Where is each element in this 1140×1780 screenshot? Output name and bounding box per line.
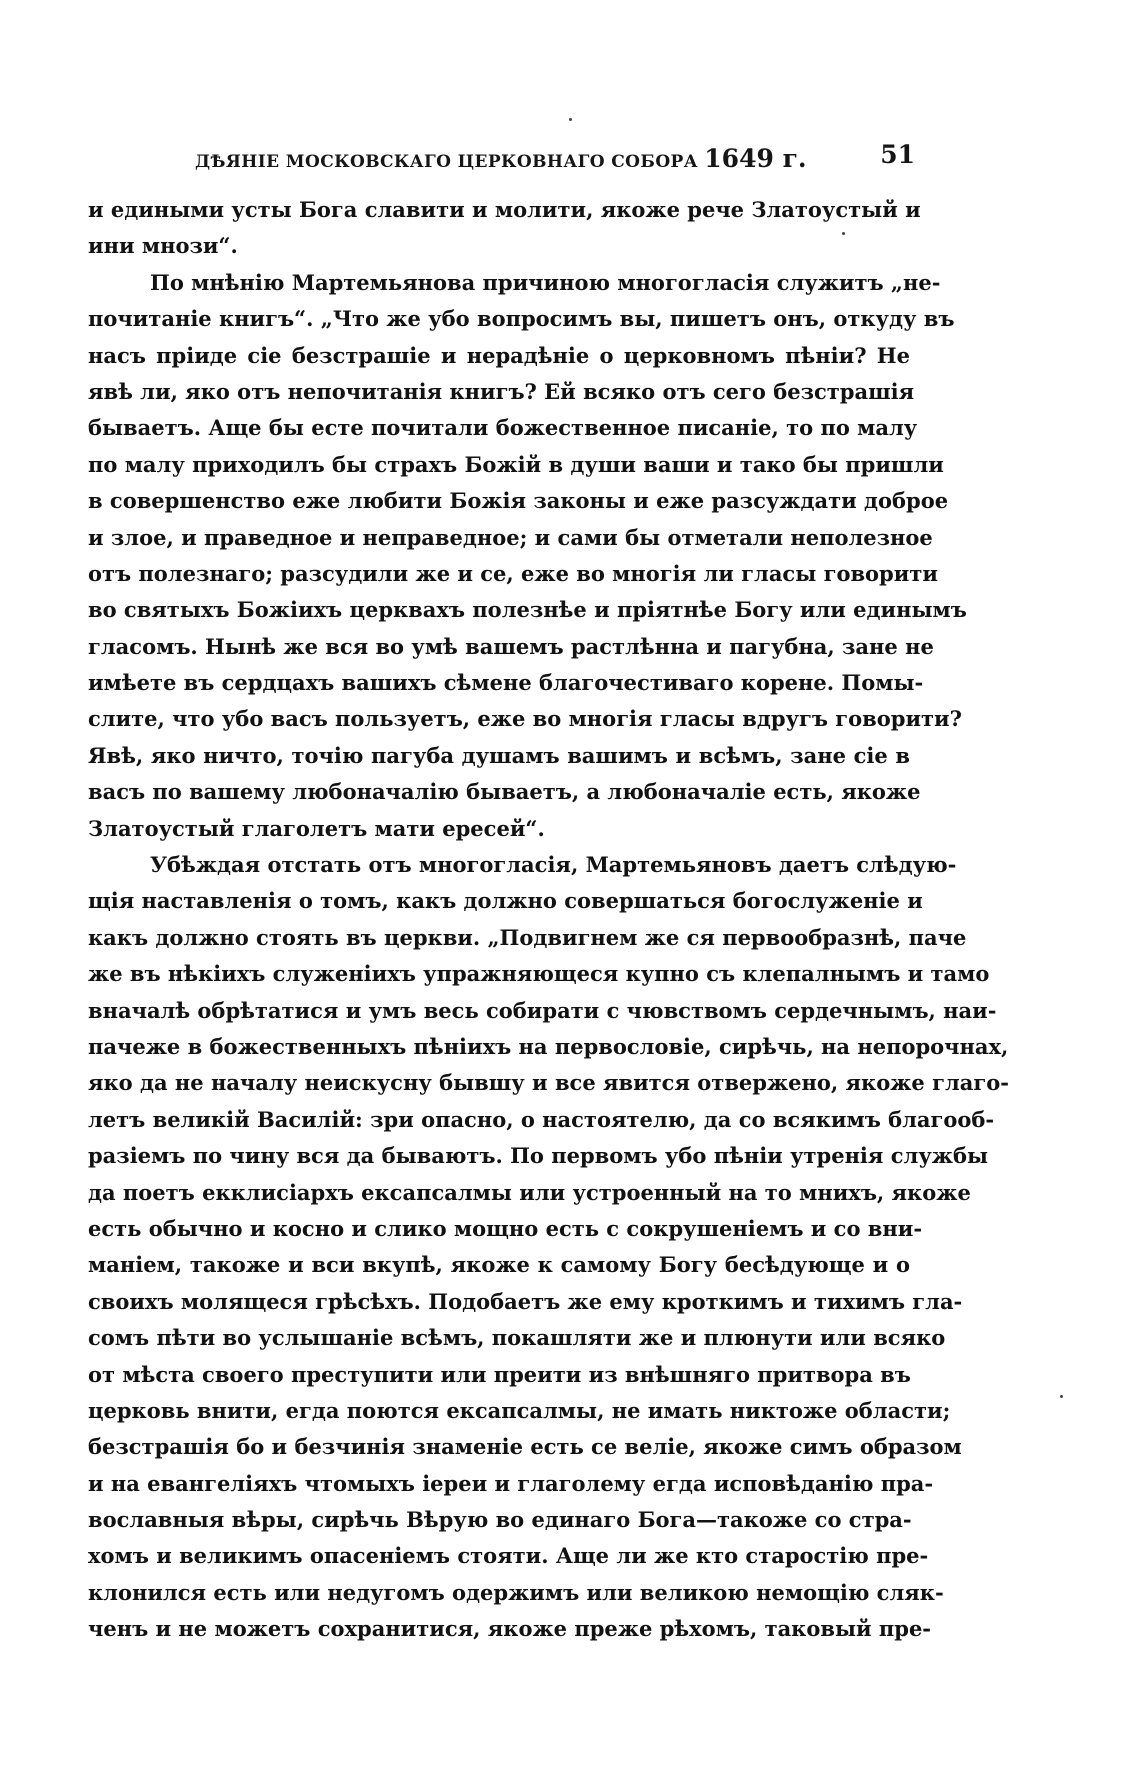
text-line: во святыхъ Божіихъ церквахъ полезнѣе и пріятнѣе Богу или единымъ — [88, 597, 967, 623]
text-line: хомъ и великимъ опасеніемъ стояти. Аще ли же кто старостію пре- — [88, 1543, 929, 1569]
text-line: же въ нѣкіихъ служеніихъ упражняющеся купно съ клепалнымъ и тамо — [88, 961, 990, 987]
paragraph-start-line: Убѣждая отстать отъ многогласія, Мартемьяновъ даетъ слѣдую- — [150, 852, 957, 878]
running-title — [195, 144, 807, 173]
text-line: ини мнози“. — [88, 233, 238, 259]
text-line: и злое, и праведное и неправедное; и сами бы отметали неполезное — [88, 524, 933, 550]
text-line: по малу приходилъ бы страхъ Божій в души ваши и тако бы пришли — [88, 451, 944, 477]
text-line: разіемъ по чину вся да бываютъ. По первомъ убо пѣніи утренія службы — [88, 1143, 989, 1169]
text-line: почитаніе книгъ“. „Что же убо вопросимъ вы, пишетъ онъ, откуду въ — [88, 306, 955, 332]
text-line: вославныя вѣры, сирѣчь Вѣрую во единаго Бога—такоже со стра- — [88, 1507, 912, 1533]
text-line: слите, что убо васъ пользуетъ, еже во многія гласы вдругъ говорити? — [88, 706, 962, 732]
text-line: летъ великій Василій: зри опасно, о настоятелю, да со всякимъ благооб- — [88, 1106, 995, 1132]
text-line: насъ пріиде сіе безстрашіе и нерадѣніе о церковномъ пѣніи? Не — [88, 342, 910, 368]
text-line: ченъ и не можетъ сохранитися, якоже преже рѣхомъ, таковый пре- — [88, 1616, 932, 1642]
text-line: бываетъ. Аще бы есте почитали божественное писаніе, то по малу — [88, 415, 918, 441]
text-line: имѣете въ сердцахъ вашихъ сѣмене благочестиваго корене. Помы- — [88, 670, 924, 696]
text-line: вначалѣ обрѣтатися и умъ весь собирати с чювствомъ сердечнымъ, наи- — [88, 997, 997, 1023]
running-title-year: 1649 г. — [704, 144, 807, 173]
text-line: клонился есть или недугомъ одержимъ или великою немощію сляк- — [88, 1579, 944, 1605]
text-line: яко да не началу неискусну бывшу и все явится отвержено, якоже глаго- — [88, 1070, 1009, 1096]
text-line: безстрашія бо и безчинія знаменіе есть се веліе, якоже симъ образом — [88, 1434, 962, 1460]
text-line: явѣ ли, яко отъ непочитанія книгъ? Ей всяко отъ сего безстрашія — [88, 378, 915, 404]
text-line: сомъ пѣти во услышаніе всѣмъ, покашляти же и плюнути или всяко — [88, 1325, 946, 1351]
text-line: щія наставленія о томъ, какъ должно совершаться богослуженіе и — [88, 888, 923, 914]
text-line: отъ полезнаго; разсудили же и се, еже во многія ли гласы говорити — [88, 560, 938, 586]
text-line: да поетъ екклисіархъ ексапсалмы или устроенный на то мнихъ, якоже — [88, 1179, 971, 1205]
text-line: и на евангеліяхъ чтомыхъ іереи и глаголему егда исповѣданію пра- — [88, 1470, 934, 1496]
scan-speck — [1060, 1395, 1063, 1398]
body-text — [88, 192, 1009, 1732]
text-line: васъ по вашему любоначалію бываетъ, а любоначаліе есть, якоже — [88, 779, 921, 805]
scan-speck — [569, 118, 572, 121]
running-head — [195, 140, 915, 176]
text-line: от мѣста своего преступити или преити из внѣшняго притвора въ — [88, 1361, 911, 1387]
text-line: Явѣ, яко ничто, точію пагуба душамъ вашимъ и всѣмъ, зане сіе в — [88, 742, 910, 768]
text-line: своихъ молящеся грѣсѣхъ. Подобаетъ же ему кроткимъ и тихимъ гла- — [88, 1288, 963, 1314]
text-line: Златоустый глаголетъ мати ересей“. — [88, 815, 545, 841]
text-line: церковь внити, егда поются ексапсалмы, не имать никтоже области; — [88, 1397, 951, 1423]
paragraph-start-line: По мнѣнію Мартемьянова причиною многогласія служитъ „не- — [150, 269, 941, 295]
text-line: гласомъ. Нынѣ же вся во умѣ вашемъ растлѣнна и пагубна, зане не — [88, 633, 934, 659]
text-line: есть обычно и косно и слико мощно есть с сокрушеніемъ и со вни- — [88, 1215, 923, 1241]
text-line: в совершенство еже любити Божія законы и еже разсуждати доброе — [88, 488, 949, 514]
text-line: какъ должно стоять въ церкви. „Подвигнем же ся первообразнѣ, паче — [88, 924, 967, 950]
text-line: и едиными усты Бога славити и молити, якоже рече Златоустый и — [88, 197, 921, 222]
page-number: 51 — [880, 140, 915, 169]
text-line: маніем, такоже и вси вкупѣ, якоже к самому Богу бесѣдующе и о — [88, 1252, 910, 1278]
running-title-text: ДѢЯНІЕ МОСКОВСКАГО ЦЕРКОВНАГО СОБОРА — [195, 152, 698, 172]
text-line: пачеже в божественныхъ пѣніихъ на первословіе, сирѣчь, на непорочнах, — [88, 1033, 1009, 1059]
